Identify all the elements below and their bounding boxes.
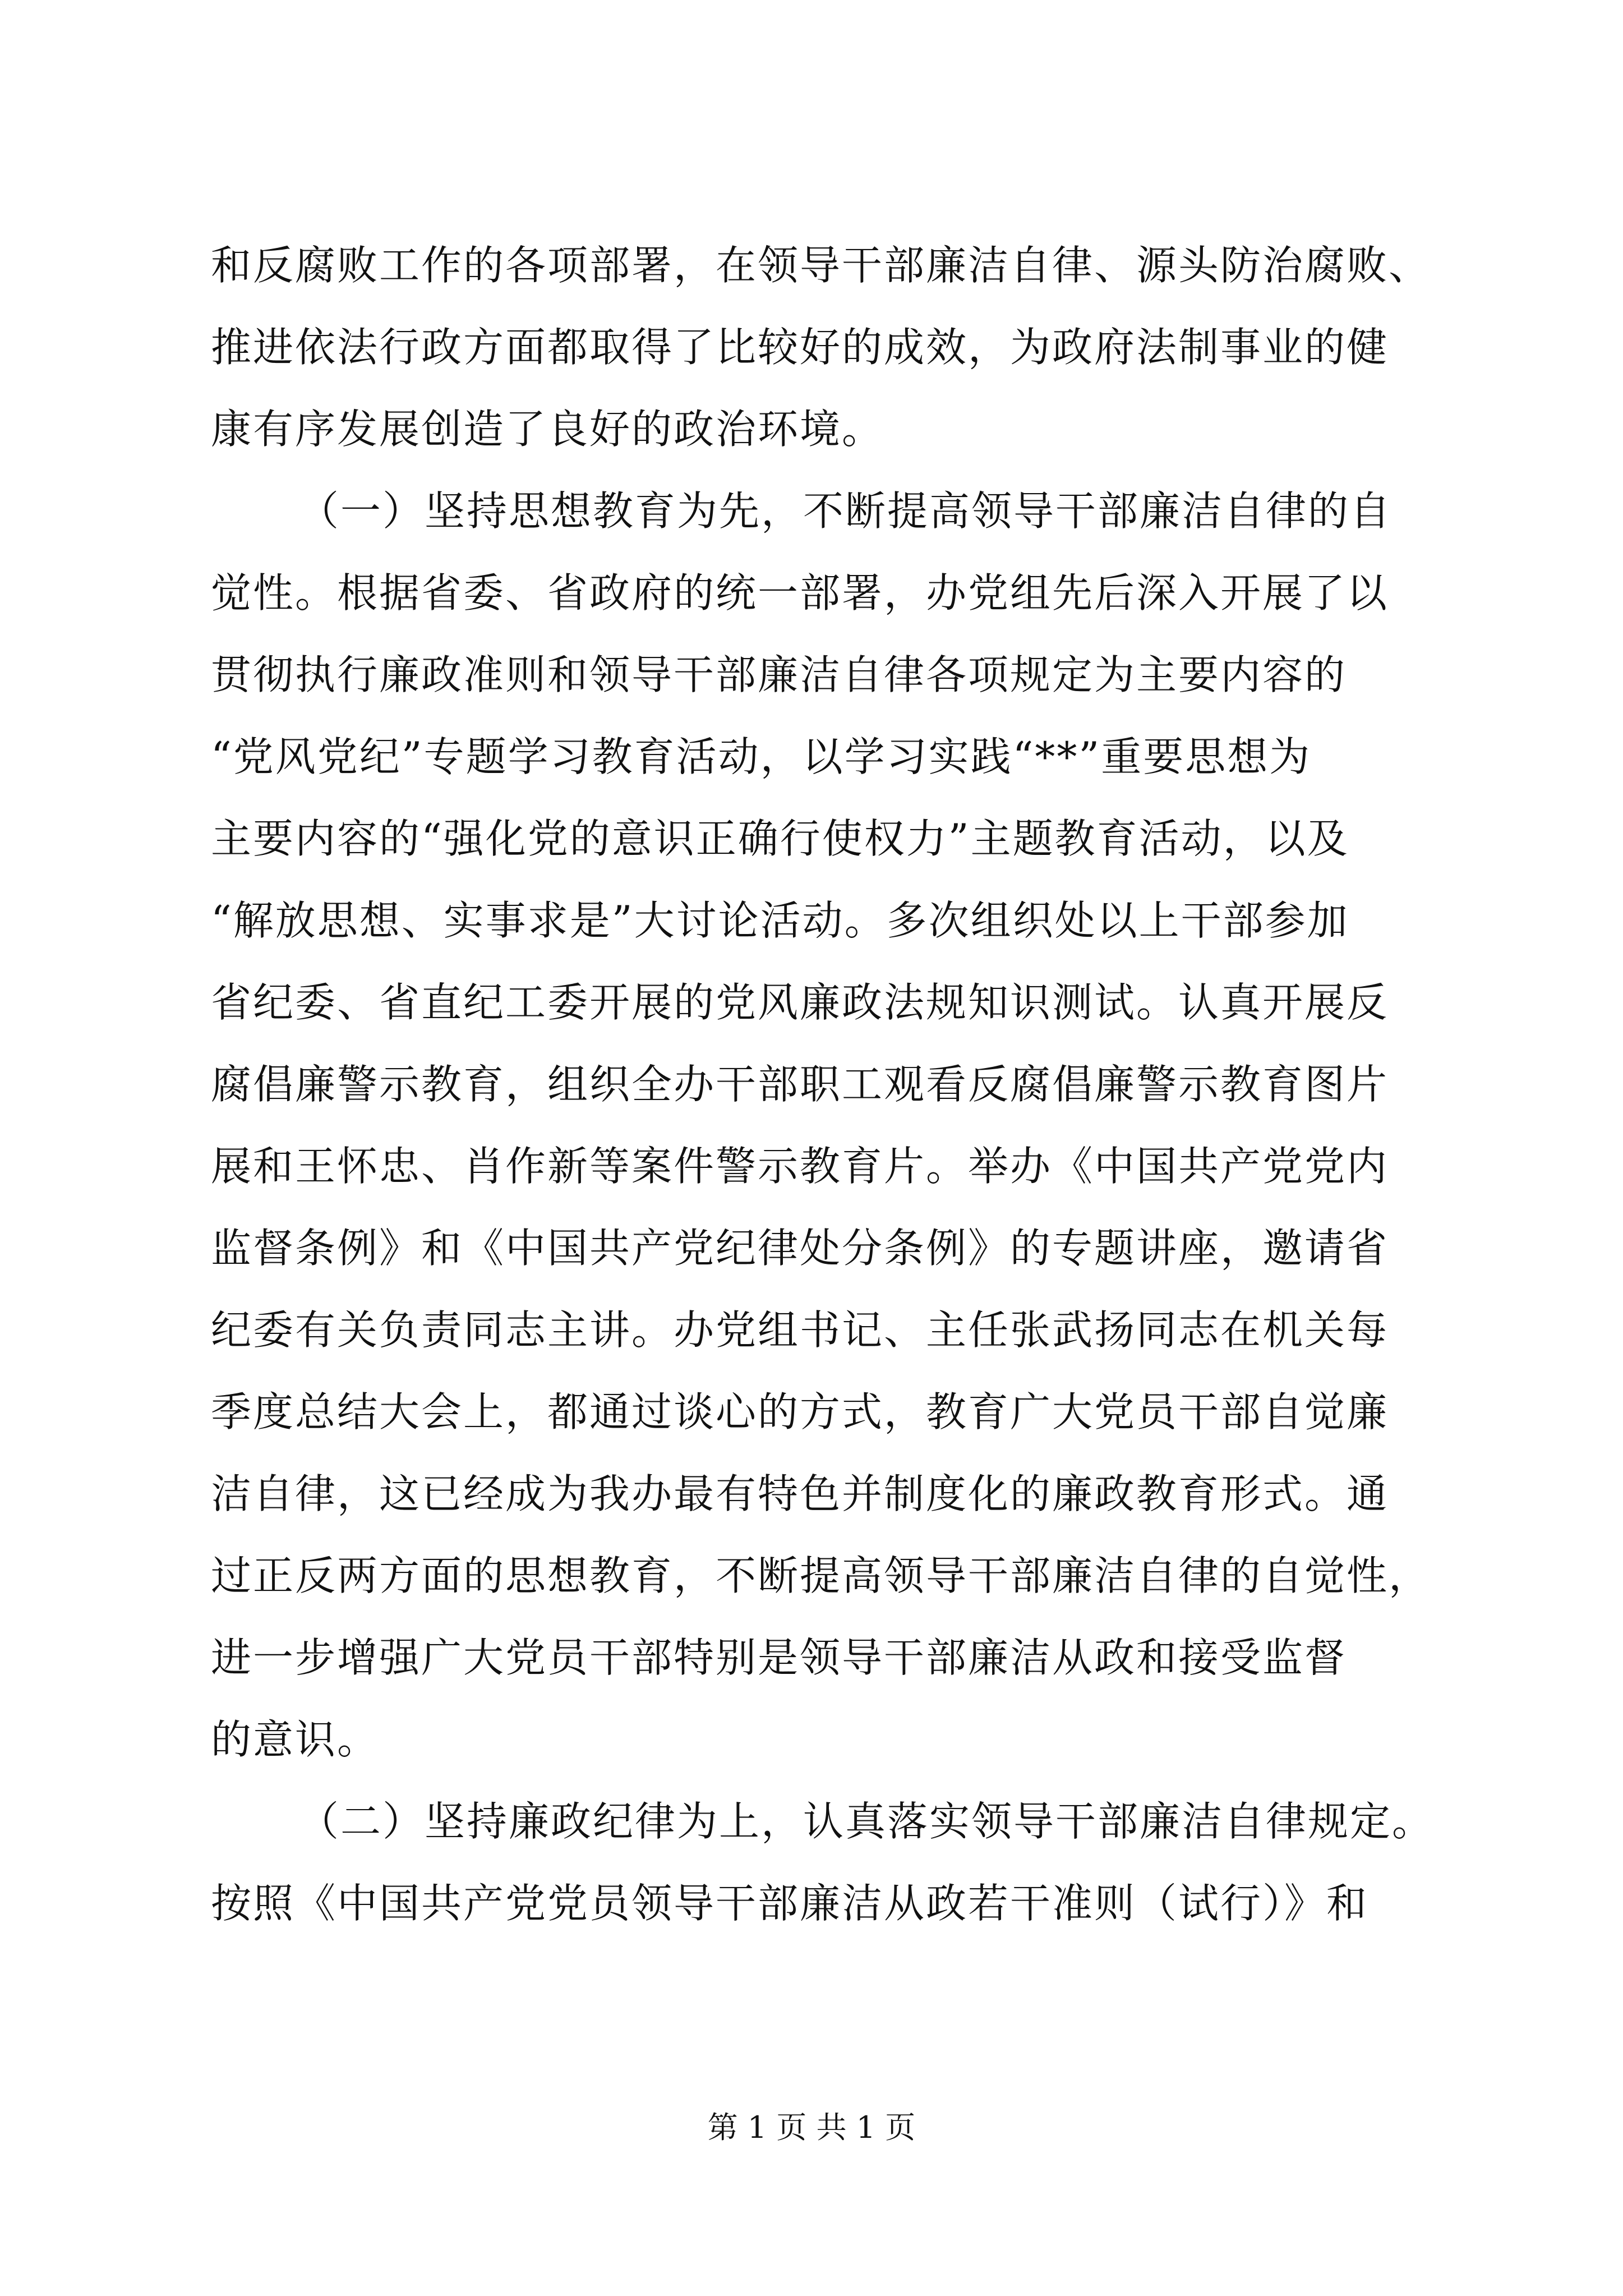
text-line: 推进依法行政方面都取得了比较好的成效，为政府法制事业的健: [211, 324, 1389, 371]
text-line: 康有序发展创造了良好的政治环境。: [211, 406, 884, 453]
section-heading-line: （一）坚持思想教育为先，不断提高领导干部廉洁自律的自: [298, 487, 1393, 535]
page-footer: [0, 2108, 1623, 2147]
section-heading-line: （二）坚持廉政纪律为上，认真落实领导干部廉洁自律规定。: [298, 1798, 1435, 1845]
text-line: 按照《中国共产党党员领导干部廉洁从政若干准则（试行）》和: [211, 1880, 1369, 1927]
document-body: [211, 224, 1435, 1944]
text-line: 纪委有关负责同志主讲。办党组书记、主任张武扬同志在机关每: [211, 1306, 1389, 1354]
text-line: 展和王怀忠、肖作新等案件警示教育片。举办《中国共产党党内: [211, 1143, 1389, 1190]
text-line: 腐倡廉警示教育，组织全办干部职工观看反腐倡廉警示教育图片: [211, 1061, 1389, 1108]
text-line: 贯彻执行廉政准则和领导干部廉洁自律各项规定为主要内容的: [211, 651, 1347, 698]
text-line: 洁自律，这已经成为我办最有特色并制度化的廉政教育形式。通: [211, 1470, 1389, 1517]
text-line: 进一步增强广大党员干部特别是领导干部廉洁从政和接受监督: [211, 1634, 1347, 1681]
text-line: “解放思想、实事求是”大讨论活动。多次组织处以上干部参加: [211, 897, 1349, 944]
text-line: 主要内容的“强化党的意识正确行使权力”主题教育活动，以及: [211, 815, 1349, 862]
text-line: 省纪委、省直纪工委开展的党风廉政法规知识测试。认真开展反: [211, 979, 1389, 1026]
text-line: 觉性。根据省委、省政府的统一部署，办党组先后深入开展了以: [211, 569, 1389, 616]
text-line: “党风党纪”专题学习教育活动，以学习实践“**”重要思想为: [211, 733, 1312, 780]
text-line: 过正反两方面的思想教育，不断提高领导干部廉洁自律的自觉性，: [211, 1552, 1431, 1599]
text-line: 和反腐败工作的各项部署，在领导干部廉洁自律、源头防治腐败、: [211, 242, 1431, 289]
text-line: 监督条例》和《中国共产党纪律处分条例》的专题讲座，邀请省: [211, 1225, 1389, 1272]
text-line: 季度总结大会上，都通过谈心的方式，教育广大党员干部自觉廉: [211, 1388, 1389, 1435]
text-line: 的意识。: [211, 1716, 380, 1763]
page-number-label: 第 1 页 共 1 页: [707, 2110, 916, 2145]
